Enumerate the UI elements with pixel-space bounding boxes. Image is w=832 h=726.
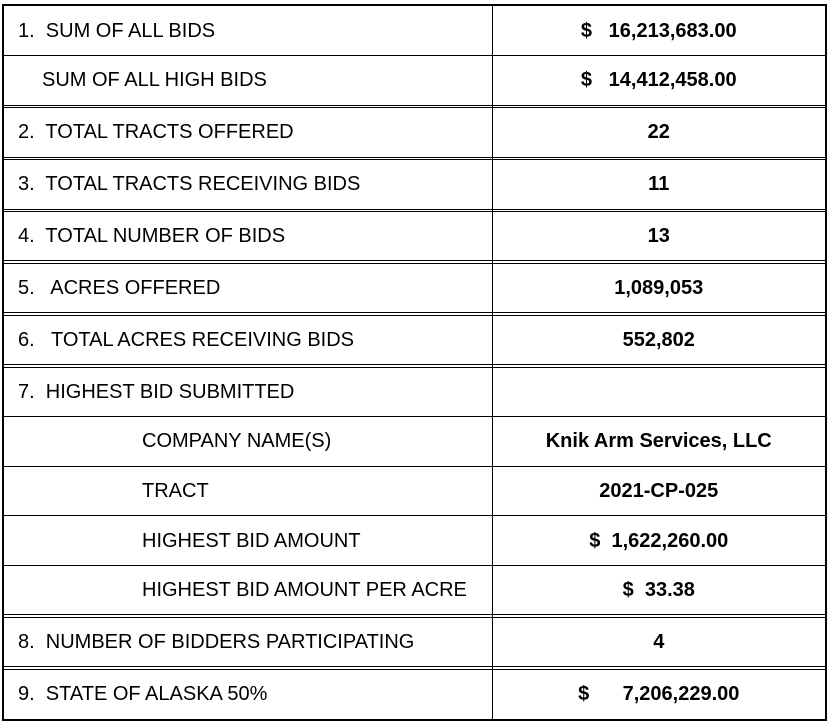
row-value: $ 16,213,683.00 bbox=[492, 5, 826, 56]
row-value: $ 14,412,458.00 bbox=[492, 56, 826, 106]
row-value: 11 bbox=[492, 160, 826, 210]
row-highest-bid-amount-per-acre bbox=[3, 565, 826, 615]
row-label: 2. TOTAL TRACTS OFFERED bbox=[3, 108, 492, 158]
row-value: 4 bbox=[492, 617, 826, 667]
row-label: 4. TOTAL NUMBER OF BIDS bbox=[3, 211, 492, 261]
row-number-of-bidders-participating bbox=[3, 617, 826, 667]
row-value: Knik Arm Services, LLC bbox=[492, 417, 826, 467]
row-label: COMPANY NAME(S) bbox=[3, 417, 492, 467]
row-state-of-alaska-50 bbox=[3, 669, 826, 720]
row-highest-bid-amount bbox=[3, 516, 826, 566]
row-label: TRACT bbox=[3, 466, 492, 516]
row-value: 22 bbox=[492, 108, 826, 158]
row-total-tracts-offered bbox=[3, 108, 826, 158]
row-value: $ 33.38 bbox=[492, 565, 826, 615]
row-value bbox=[492, 367, 826, 417]
row-label: 6. TOTAL ACRES RECEIVING BIDS bbox=[3, 315, 492, 365]
row-label: 8. NUMBER OF BIDDERS PARTICIPATING bbox=[3, 617, 492, 667]
row-label: 7. HIGHEST BID SUBMITTED bbox=[3, 367, 492, 417]
row-value: 13 bbox=[492, 211, 826, 261]
row-company-names bbox=[3, 417, 826, 467]
row-value: 552,802 bbox=[492, 315, 826, 365]
row-sum-of-all-high-bids bbox=[3, 56, 826, 106]
row-tract bbox=[3, 466, 826, 516]
row-value: 2021-CP-025 bbox=[492, 466, 826, 516]
row-label: 1. SUM OF ALL BIDS bbox=[3, 5, 492, 56]
bid-summary-table bbox=[2, 4, 827, 721]
row-label: 5. ACRES OFFERED bbox=[3, 263, 492, 313]
row-label: 9. STATE OF ALASKA 50% bbox=[3, 669, 492, 720]
row-total-acres-receiving-bids bbox=[3, 315, 826, 365]
row-highest-bid-submitted bbox=[3, 367, 826, 417]
row-value: $ 7,206,229.00 bbox=[492, 669, 826, 720]
row-total-number-of-bids bbox=[3, 211, 826, 261]
row-label: HIGHEST BID AMOUNT PER ACRE bbox=[3, 565, 492, 615]
row-total-tracts-receiving-bids bbox=[3, 160, 826, 210]
row-value: $ 1,622,260.00 bbox=[492, 516, 826, 566]
row-acres-offered bbox=[3, 263, 826, 313]
row-label: 3. TOTAL TRACTS RECEIVING BIDS bbox=[3, 160, 492, 210]
row-value: 1,089,053 bbox=[492, 263, 826, 313]
row-label: SUM OF ALL HIGH BIDS bbox=[3, 56, 492, 106]
row-sum-of-all-bids bbox=[3, 5, 826, 56]
row-label: HIGHEST BID AMOUNT bbox=[3, 516, 492, 566]
